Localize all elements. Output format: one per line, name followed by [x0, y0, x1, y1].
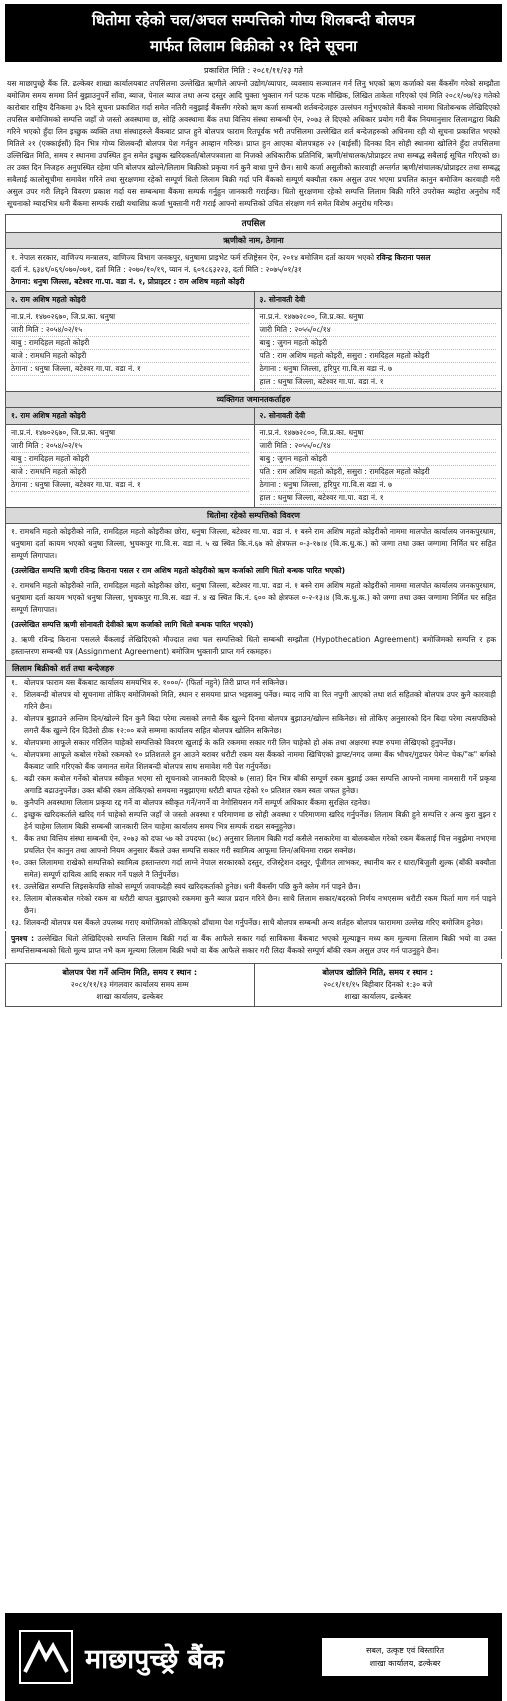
guarantor-detail: बाबु : रामदिहल महतो कोइरी	[11, 453, 249, 466]
property-note-1: (उल्लेखित सम्पत्ति ऋणी रविन्द्र किराना पसल र राम अशिष महतो कोइरीको ऋण कर्जाको लागि धितो बन्धक पारित भएको)	[5, 564, 502, 578]
notice-title-line2: मार्फत लिलाम बिक्रीको २१ दिने सूचना	[149, 37, 358, 55]
condition-text: बोलपत्रमा आफूले सकार गरिलिन चाहेको सम्पत्तिको विवरण खुलाई के कति रकममा सकार गरी लिन चाहेको हो अंक तथा अक्षरमा स्पष्ट रुपमा लेखिएको हुनुपर्नेछ।	[24, 738, 456, 747]
condition-item	[5, 749, 502, 773]
guarantors-title: व्यक्तिगत जमानतकर्ताहरु	[5, 392, 502, 408]
person-detail: जारी मिति : २०५४/०२/१५	[11, 324, 249, 337]
condition-number: ५.	[11, 750, 18, 759]
person-detail: हाल : धनुषा जिल्ला, बटेश्वर गा.पा. वडा नं. १	[260, 376, 497, 389]
property-section-title: धितोमा रहेको सम्पत्तिको विवरण	[5, 508, 502, 524]
condition-item	[5, 677, 502, 689]
guarantor-name: २. सोनावती देवी	[255, 408, 502, 425]
condition-item	[5, 773, 502, 797]
submission-detail: २०८१/११/१३ मंगलवार कार्यालय समय सम्म	[70, 980, 189, 989]
guarantor-detail: जारी मिति : २०५५/०८/१४	[260, 440, 497, 453]
condition-item	[5, 737, 502, 749]
condition-item	[5, 857, 502, 881]
condition-number: ९.	[11, 834, 18, 843]
condition-number: १०.	[11, 858, 22, 867]
condition-text: कुनैपनि अवस्थामा लिलाम प्रकृया रद्द गर्ने वा बोलपत्र स्वीकृत गर्ने/नगर्ने वा नेगोसियसन गर्ने सम्पूर्ण अधिकार बैंकमा सुरक्षित रहनेछ।	[24, 798, 371, 807]
person-detail: बाबु : जुगन महतो कोइरी	[260, 337, 497, 350]
person-detail: जारी मिति : २०५५/०८/१४	[260, 324, 497, 337]
guarantor-detail: ठेगाना : धनुषा जिल्ला, हरिपुर गा.वि.स वडा नं. ७	[260, 479, 497, 492]
condition-item	[5, 893, 502, 917]
condition-text: बोलपत्र फाराम यस बैंकबाट कार्यालय समयभित्र रु. १०००/- (फिर्ता नहुने) तिरी प्राप्त गर्न सकिनेछ।	[24, 678, 288, 687]
published-date: प्रकाशित मिति : २०८१/११/२३ गते	[204, 66, 303, 75]
person-detail: बाजे : रामधनि महतो कोइरी	[11, 350, 249, 363]
opening-place: शाखा कार्यालय, ढल्केबर	[344, 992, 411, 1001]
condition-text: बैंक तथा वित्तिय संस्था सम्बन्धी ऐन, २०७३ को दफा ५७ को उपदफा (७८) अनुसार लिलाम बिक्री गर्दा कसैले नसकारेमा वा बोलकबोल गरेको रकम बैंकलाई चित्त नबुझेमा नभएमा प्रचलित ऐन कानुन तथा आफ्नो नियम अनुसार बैंकले उक्त सम्पत्ति सकार गरी स्वामित्व आफूमा लिन/अधिनमा राख्न सक्नेछ।	[24, 834, 496, 855]
condition-text: शिलबन्दी बोलपत्र यो सूचनामा तोकिए बमोजिमको मिति, स्थान र समयमा प्राप्त भइसक्नु पर्नेछ। म्याद नाघि वा रित नपुगी आएको तथा शर्त सहितको बोलपत्र उपर कुनै कारवाही गरिने छैन।	[24, 690, 496, 711]
bank-name: माछापुच्छ्रे बैंक	[85, 1643, 224, 1675]
person-card	[6, 292, 254, 391]
condition-item	[5, 797, 502, 809]
punashcha-note	[5, 931, 502, 959]
condition-text: बढी रकम कबोल गर्नेको बोलपत्र स्वीकृत भएमा सो सूचनाको जानकारी दिएको ७ (सात) दिन भित्र बाँकी सम्पूर्ण रकम बुझाई उक्त सम्पत्ति आफ्नो नाममा नामसारी गर्ने प्रकृया अगाडि बढाउनुपर्नेछ। उक्त बाँकी रकम तोकिएको समयमा नबुझाएमा धरौटी बापत रहेको १० प्रतिशत रकम स्वतः जफत हुनेछ।	[24, 774, 496, 795]
condition-number: १३.	[11, 918, 22, 927]
property-note-2: (उल्लेखित सम्पत्ति ऋणी सोनावती देवीको ऋण कर्जाको लागि धितो बन्धक पारित भएको)	[5, 618, 502, 632]
condition-text: शिलबन्दी बोलपत्र यस बैंकले उपलब्ध गराए बमोजिमको तोकिएको ढाँचामा पेश गर्नुपर्नेछ। साथै बोलपत्र सम्बन्धी अन्य शर्तहरु बोलपत्र फाराममा उल्लेख गरिए बमोजिम हुनेछ।	[24, 918, 483, 927]
branch-name: शाखा कार्यालय, ढल्केबर	[369, 1659, 441, 1668]
guarantor-detail: बाजे : रामधनि महतो कोइरी	[11, 466, 249, 479]
condition-number: ७.	[11, 798, 18, 807]
opening-schedule	[254, 964, 502, 1006]
intro-paragraph: यस माछापुच्छ्रे बैंक लि. ढल्केबर शाखा कार्यालयबाट तपसिलमा उल्लेखित ऋणीले आफ्नो उद्योग/व्यापार, व्यवसाय सञ्चालन गर्न लिनु भएको ऋण कर्जाको यस बैंकसँग गरेको सम्झौता बमोजिम समय सममा तिर्न बुझाउनुपर्ने साँवा, ब्याज, पेनाल ब्याज तथा अन्य दस्तुर आदि चुक्ता भुक्तान गर्न पटक पटक मौखिक, लिखित ताकेता गरिएको एवं मिति २०८१/०७/१३ गतेको कारोबार राष्ट्रिय दैनिकमा ३५ दिने सूचना प्रकाशित गर्दा समेत नतिरी नबुझाई बैंकसँग गरेको ऋण कर्जा सम्बन्धी शर्तबन्देजहरु उल्लंघन गर्नुभएकोले बैंकको नाममा धितोबन्धक लेखिदिएको तपसिल बमोजिमको सम्पत्ति जहाँ जे जस्तो अवस्थामा छ, सोहि अवस्थामा बैंक तथा वित्तिय संस्था सम्बन्धी ऐन, २०७३ ले दिएको अधिकार प्रयोग गरी बैंक नियमानुसार लिलामद्वारा बिक्री गरिने भएको हुँदा लिन इच्छुक व्यक्ति तथा संस्थाहरुले बैंकबाट प्राप्त हुने बोलपत्र फाराम रितपूर्वक भरी तपसिलमा उल्लेखित शर्त बन्देजहरुको अधिनमा रही यो सूचना प्रकाशित भएको मितिले २१ (एक्काईसौं) दिन भित्र गोप्य शिलबन्दी बोलपत्र पेश गर्नहुन आव्हान गरिन्छ। प्राप्त हुन आएका बोलपत्रहरु २२ (बाईसौं) दिनका दिन सोही स्थानमा खोलिने हुँदा तपसिलमा उल्लिखित मिति, समय र स्थानमा उपस्थित हुन समेत इच्छुक खरिदकर्ता/बोलपत्रवाला वा निजको अधिकारीक प्रतिनिधि, ऋणी/संचालक/प्रोप्राइटर तथा सम्बद्ध सबैलाई सूचित गरिएको छ। तर उक्त दिन निजहरु अनुपस्थित रहेमा पनि बोलपत्र खोल्ने/लिलाम बिक्रीको प्रकृया गर्न कुनै बाधा पुग्ने छैन। साथै कर्जा असुलीको कारवाही अन्तर्गत ऋणी/संचालक/प्रोप्राइटर तथा सम्बद्ध सबैलाई कालोसूचीमा समावेश गरिने तथा सुरक्षणमा रहेको सम्पूर्ण धितो लिलाम बिक्री गर्दा पनि बैंकको सम्पूर्ण बक्यौता रकम असुल उपर भएमा प्रचलित कानुन बमोजिम कारवाही गरी असुल उपर गरी लिइने विवरण प्रकाश गर्दा यस सम्बन्धमा बैंकमा सम्पर्क गर्नुहुन जानकारी गराईन्छ। धितो सुरक्षणमा रहेको सम्पत्ति लिलाम बिक्री गरिने उपरोक्त ब्यहोरा अनुरोध गर्दै सूचनाको म्यादभित्र धनी बैंकमा सम्पर्क राखी यथाशिघ्र कर्जा भुक्तानी गरी गराई आफ्नो सम्पत्तिको उचित संरक्षण गर्न समेत विशेष अनुरोध गरिन्छ।	[7, 79, 500, 208]
condition-number: ३.	[11, 714, 18, 723]
person-name: २. राम अशिष महतो कोइरी	[6, 292, 254, 309]
borrower-persons	[5, 292, 502, 392]
condition-number: ४.	[11, 738, 18, 747]
guarantor-card	[6, 408, 254, 507]
guarantor-detail: ना.प्र.नं. १४७७२८००, जि.प्र.का. धनुषा	[260, 427, 497, 440]
punashcha-label: पुनश्च :	[11, 934, 35, 943]
borrower-firm-name: रविन्द्र किराना पसल	[376, 253, 431, 262]
notice-title-banner	[5, 4, 502, 62]
condition-text: बोलपत्रमा आफूले कबोल गरेको रकमको १० प्रतिशतले हुन आउने बराबर धरौटी रकम यस बैंकको नाममा खिचिएको ड्राफ्ट/नगद जम्मा बैंक भौचर/गुडफर पेमेन्ट चेक/"क" बर्गको बैंकबाट जारि गरिएको बैंक जमानत समेत शिलबन्दी बोलपत्र साथ समावेश गरी पेश गर्नुपर्नेछ।	[24, 750, 496, 771]
borrower-registration: दर्ता नं. ६३४९/०६९/०७०/०७१, दर्ता मिति : २०७०/१०/१९, प्यान नं. ६०९८६३२२३, दर्ता मिति : २०७५/०१/३१	[11, 265, 302, 274]
person-detail: ठेगाना : धनुषा जिल्ला, बटेश्वर गा.पा. वडा नं. १	[11, 363, 249, 376]
guarantor-detail: पति : राम अशिष महतो कोइरी, ससुरा : रामदिहल महतो कोइरी	[260, 466, 497, 479]
person-card	[254, 292, 502, 391]
guarantor-detail: जारी मिति : २०५४/०२/१५	[11, 440, 249, 453]
guarantor-detail: ठेगाना : धनुषा जिल्ला, बटेश्वर गा.पा. वडा नं. १	[11, 479, 249, 492]
condition-item	[5, 713, 502, 737]
bank-tagline: सबल, उत्कृष्ट एवं बिस्तारित	[365, 1646, 445, 1655]
condition-item	[5, 689, 502, 713]
condition-item	[5, 809, 502, 833]
condition-item	[5, 881, 502, 893]
condition-number: १२.	[11, 894, 22, 903]
opening-heading: बोलपत्र खोलिने मिति, समय र स्थान :	[322, 968, 434, 977]
condition-text: इच्छुक खरिदकर्ताले खरिद गर्न चाहेको सम्पत्ति जहाँ जे जस्तो अवस्था र परिमाणमा छ सोही अवस्था र परिमाणमा खरिद गर्नुपर्नेछ। लिलाम बिक्री हुने सम्पत्ति र अन्य कुरा बुझ्न र हेर्न चाहेमा लिलाम बिक्री सम्बन्धी जानकारी लिन चाहेमा कार्यालय समय भित्र सम्पर्क राख्न सक्नुहुनेछ।	[24, 810, 496, 831]
conditions-list	[5, 677, 502, 964]
guarantor-card	[254, 408, 502, 507]
guarantor-detail: ना.प्र.नं. १४७०२६७०, जि.प्र.का. धनुषा	[11, 427, 249, 440]
condition-number: २.	[11, 690, 18, 699]
person-detail: ठेगाना : धनुषा जिल्ला, हरिपुर गा.वि.स वडा नं. ७	[260, 363, 497, 376]
submission-place: शाखा कार्यालय, ढल्केबर	[96, 992, 163, 1001]
condition-text: बोलपत्र बुझाउने अन्तिम दिन/खोल्ने दिन कुनै बिदा परेमा त्यसको लगत्तै बैंक खुल्ने दिनमा बोलपत्र बुझाउन/खोल्न सकिनेछ। सो तोकिए अनुसारको दिन बिदा परेमा त्यसपछिको लगत्तै बैंक खुल्ने दिन दिउँसो ठीक १२:०० बजे सम्ममा कार्यालय सहित बोलपत्र खोलिन सकिनेछ।	[24, 714, 496, 735]
deadline-table	[5, 964, 502, 1007]
condition-item	[5, 833, 502, 857]
bank-footer	[5, 1613, 502, 1701]
person-name: ३. सोनावती देवी	[255, 292, 502, 309]
guarantor-detail: बाबु : जुगन महतो कोइरी	[260, 453, 497, 466]
property-item-1: १. रामधनि महतो कोइरीको नाति, रामदिहल महतो कोइरीका छोरा, धनुषा जिल्ला, बटेश्वर गा.पा. वडा नं. १ बस्ने राम अशिष महतो कोइरीको नाममा मालपोत कार्यालय जनकपुरधाम, धनुषामा दर्ता कायम भएको धनुषा जिल्ला, भुचकपुर गा.वि.स. वडा नं. ५ ख स्थित कि.नं.६७ को क्षेत्रफल ०-३-१७।४ (वि.क.धु.क.) को जग्गा तथा उक्त जग्गामा निर्मित घर सहित सम्पूर्ण लिगापात।	[5, 524, 502, 564]
person-detail: पति : राम अशिष महतो कोइरी, ससुरा : रामदिहल महतो कोइरी	[260, 350, 497, 363]
borrower-info	[5, 249, 502, 292]
details-title: तपसिल	[5, 214, 502, 232]
person-detail: बाबु : रामदिहल महतो कोइरी	[11, 337, 249, 350]
submission-deadline	[6, 964, 254, 1006]
punashcha-text: उल्लेखित धितो लेखिदिएको सम्पत्ति लिलाम बिक्री गर्दा वा बैंक आफैले सकार गर्दा साविकमा बैंकबाट भएको मूल्याङ्कन मध्य कम मूल्यमा लिलाम बिक्री भयो वा उक्त सम्पत्तिसम्बन्धको धितो मूल्य प्राप्त नभै कम मूल्यमा लिलाम बिक्री भयो वा बैंक आफैले सकार गरी लिदा बैंकको सम्पूर्ण बाँकी रकम असुल उपर गर्न पाउनुहुने छैन।	[11, 934, 496, 955]
condition-text: लिलाम बोलकबोल गरेको रकम वा धरौटी बापत बुझाएको रकममा कुनै ब्याज प्रदान गरिने छैन। साथै लिलाम सकार/बदरको निर्णय नभएसम्म धरौटी रकम फिर्ता माग गर्न पाइने छैन।	[24, 894, 496, 915]
condition-number: १.	[11, 678, 18, 687]
conditions-section-title: लिलाम बिक्रीको शर्त तथा बन्देजहरु	[5, 661, 502, 677]
property-item-2: २. रामधनि महतो कोइरीको नाति, रामदिहल महतो कोइरीका छोरा, धनुषा जिल्ला, बटेश्वर गा.पा. वडा नं. १ बस्ने राम अशिष महतो कोइरीको नाममा मालपोत कार्यालय जनकपुरधाम, धनुषामा दर्ता कायम भएको धनुषा जिल्ला, भुचकपुर गा.वि.स. वडा नं. ४ ख स्थित कि.नं. ६०० को क्षेत्रफल ०-२-१३।४ (वि.क.धु.क.) को जग्गा तथा उक्त जग्गामा निर्मित घर सहित सम्पूर्ण लिगापात।	[5, 578, 502, 618]
property-item-3: ३. ऋणी रविन्द्र किराना पसलले बैंकलाई लेखिदिएको मौज्दात तथा चल सम्पत्तिको धितो सम्बन्धी सम्झौता (Hypothecation Agreement) बमोजिमको सम्पत्ति र हक हस्तान्तरण सम्बन्धी पत्र (Assignment Agreement) बमोजिम भुक्तानी प्राप्त गर्न रकमहरु।	[5, 632, 502, 661]
condition-text: उक्त लिलाममा राखेको सम्पत्तिको स्वामित्व हस्तान्तरण गर्दा लाग्ने नेपाल सरकारको दस्तुर, रजिस्ट्रेशन दस्तुर, पूँजीगत लाभकर, स्थानीय कर र धारा/बिजुली शुल्क (बाँकी बक्यौता समेत) सम्पूर्ण दायित्व आदि सकार गर्ने पक्षले नै तिर्नुपर्नेछ।	[24, 858, 496, 879]
guarantor-list	[5, 408, 502, 508]
mountain-logo-icon	[19, 1630, 73, 1684]
condition-text: उल्लेखित सम्पत्ति लिइसकेपछि सोको सम्पूर्ण जवाफदेही स्वयं खरिदकर्ताको हुनेछ। धनी बैंकसँग पछि कुनै क्लेम गर्न पाइने छैन।	[24, 882, 361, 891]
submission-heading: बोलपत्र पेश गर्ने अन्तिम मिति, समय र स्थान :	[62, 968, 198, 977]
person-detail: ना.प्र.नं. १४७७२८००, जि.प्र.का. धनुषा	[260, 311, 497, 324]
condition-number: ६.	[11, 774, 18, 783]
guarantor-name: १. राम अशिष महतो कोइरी	[6, 408, 254, 425]
borrower-proprietor: ठेगाना: धनुषा जिल्ला, बटेश्वर गा.पा. वडा नं. १, प्रोप्राइटर : राम अशिष महतो कोइरी	[11, 277, 245, 286]
footer-branch-box	[322, 1638, 488, 1676]
guarantor-detail: हाल : धनुषा जिल्ला, बटेश्वर गा.पा. वडा नं. १	[260, 492, 497, 505]
person-detail: ना.प्र.नं. १४७०२६७०, जि.प्र.का. धनुषा	[11, 311, 249, 324]
borrower-line1: १. नेपाल सरकार, वाणिज्य मन्त्रालय, वाणिज्य विभाग जनकपुर, धनुषामा प्राइभेट फर्म रजिष्ट्रेसन ऐन, २०१४ बमोजिम दर्ता कायम भएको	[11, 253, 375, 262]
opening-detail: २०८१/११/१५ बिहीबार दिनको १:३० बजे	[323, 980, 433, 989]
notice-title-line1: धितोमा रहेको चल/अचल सम्पत्तिको गोप्य शिलबन्दी बोलपत्र	[92, 11, 415, 29]
condition-item	[5, 917, 502, 929]
condition-number: ११.	[11, 882, 22, 891]
condition-number: ८.	[11, 810, 18, 819]
borrower-section-title: ऋणीको नाम, ठेगाना	[5, 232, 502, 249]
